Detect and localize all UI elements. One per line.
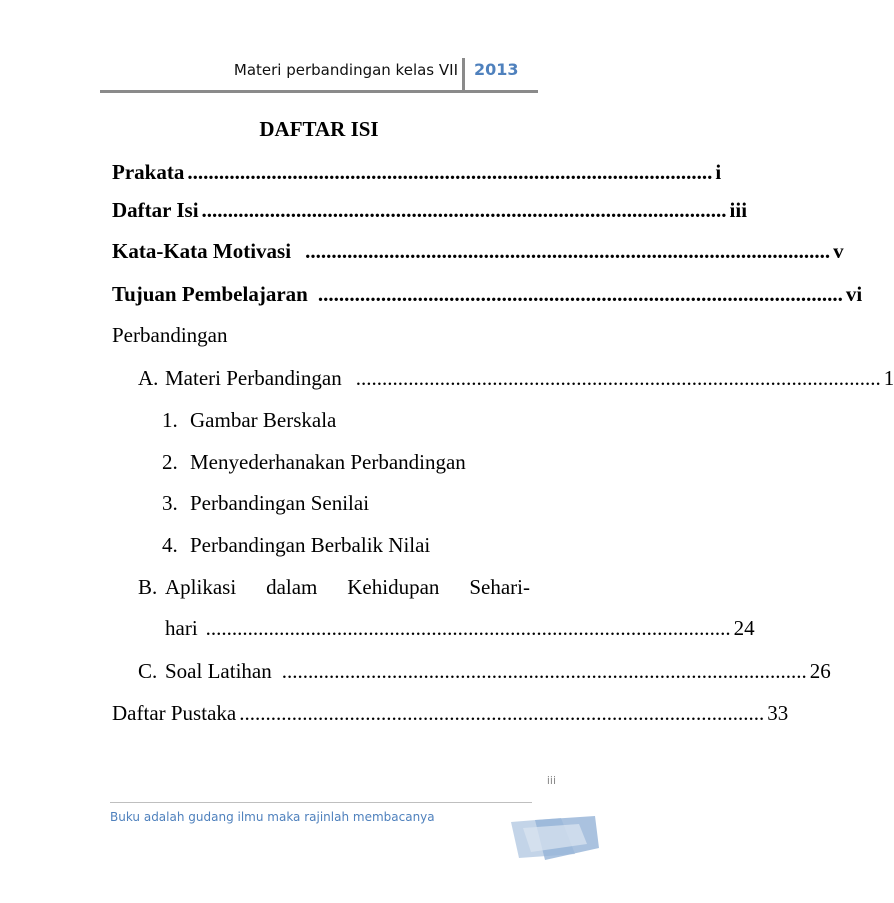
toc-subentry-number: 1.	[162, 408, 178, 432]
toc-subentry-number: 3.	[162, 491, 178, 515]
leader-dots: ....................................................................................................	[281, 659, 807, 683]
toc-word: Aplikasi	[165, 575, 237, 599]
toc-entry-b	[138, 575, 530, 600]
toc-entry-tujuan	[112, 282, 863, 307]
page-header	[100, 58, 538, 92]
toc-subentry-label: Perbandingan Senilai	[190, 491, 370, 515]
header-divider	[462, 58, 465, 92]
toc-word: dalam	[266, 575, 318, 599]
leader-dots: ....................................................................................................	[355, 366, 881, 390]
toc-entry-b-continued	[165, 616, 755, 641]
leader-dots: ....................................................................................................	[317, 282, 843, 306]
toc-subentry-1	[162, 408, 532, 433]
toc-entry-label: Daftar Isi	[112, 198, 199, 222]
toc-subentry-number: 4.	[162, 533, 178, 557]
toc-entry-page: vi	[845, 282, 863, 306]
toc-entry-label: Daftar Pustaka	[112, 701, 237, 725]
toc-entry-label: Soal Latihan	[165, 659, 272, 683]
footer-decoration	[505, 814, 601, 864]
toc-entry-letter: C.	[138, 659, 158, 683]
toc-entry-page: 1	[883, 366, 894, 390]
header-title: Materi perbandingan kelas VII	[233, 61, 458, 79]
toc-section-perbandingan: Perbandingan	[112, 323, 228, 347]
toc-subentry-label: Perbandingan Berbalik Nilai	[190, 533, 431, 557]
footer-text: Buku adalah gudang ilmu maka rajinlah membacanya	[110, 810, 435, 824]
footer-rule	[110, 802, 532, 803]
toc-entry-page: v	[833, 239, 844, 263]
toc-entry-label: Kata-Kata Motivasi	[112, 239, 292, 263]
toc-entry-page: 26	[809, 659, 831, 683]
toc-entry-label: Materi Perbandingan	[165, 366, 342, 390]
toc-entry-letter: A.	[138, 366, 159, 390]
leader-dots: ....................................................................................................	[187, 160, 713, 184]
toc-entry-prakata	[112, 160, 722, 185]
header-year: 2013	[474, 60, 519, 79]
toc-entry-daftar-isi	[112, 198, 748, 223]
page-number: iii	[546, 774, 556, 787]
toc-subentry-label: Gambar Berskala	[190, 408, 337, 432]
toc-entry-a	[138, 366, 894, 391]
toc-entry-letter: B.	[138, 575, 158, 599]
leader-dots: ....................................................................................................	[305, 239, 831, 263]
toc-entry-c	[138, 659, 831, 684]
toc-subentry-4	[162, 533, 532, 558]
leader-dots: ....................................................................................................	[205, 616, 731, 640]
toc-word: Sehari-	[469, 575, 530, 599]
toc-word: Kehidupan	[347, 575, 440, 599]
toc-entry-page: iii	[729, 198, 748, 222]
toc-entry-page: 33	[767, 701, 789, 725]
toc-entry-label	[165, 575, 530, 600]
header-rule	[100, 90, 538, 93]
toc-entry-motivasi	[112, 239, 844, 264]
toc-entry-label: hari	[165, 616, 198, 640]
toc-entry-page: 24	[733, 616, 755, 640]
toc-title: DAFTAR ISI	[259, 117, 379, 141]
toc-entry-pustaka	[112, 701, 789, 726]
toc-entry-page: i	[715, 160, 722, 184]
toc-subentry-3	[162, 491, 532, 516]
toc-subentry-label: Menyederhanakan Perbandingan	[190, 450, 466, 474]
leader-dots: ....................................................................................................	[239, 701, 765, 725]
toc-entry-label: Prakata	[112, 160, 185, 184]
leader-dots: ....................................................................................................	[201, 198, 727, 222]
toc-subentry-2	[162, 450, 532, 475]
toc-subentry-number: 2.	[162, 450, 178, 474]
toc-entry-label: Tujuan Pembelajaran	[112, 282, 308, 306]
